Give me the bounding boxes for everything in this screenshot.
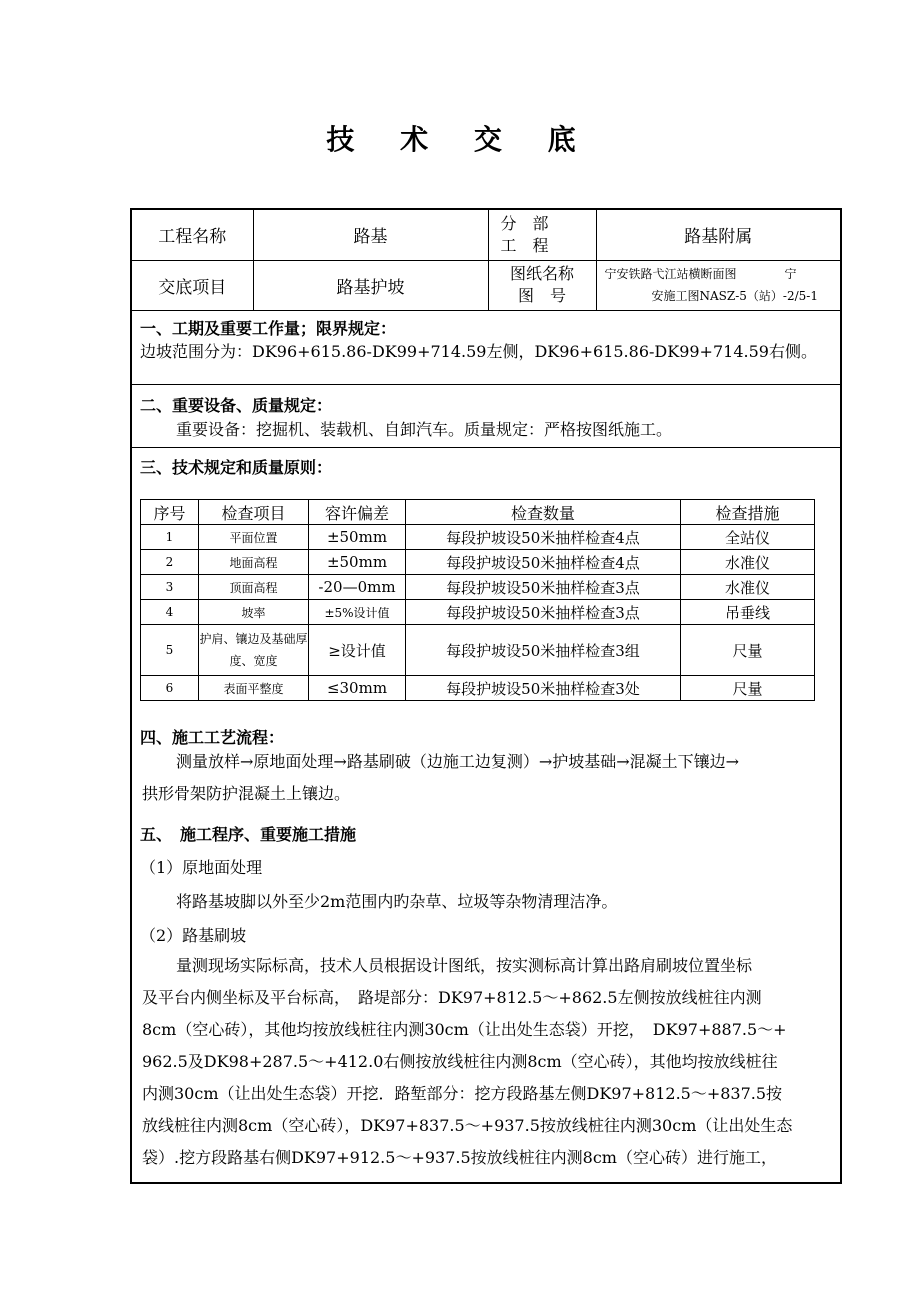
section1-body: 边坡范围分为：DK96+615.86-DK99+714.59左侧，DK96+615.86-DK99+714.59右侧。 xyxy=(140,342,817,361)
section2-heading: 二、重要设备、质量规定： xyxy=(140,396,333,415)
subsection2-body: 量测现场实际标高，技术人员根据设计图纸，按实测标高计算出路肩刷坡位置坐标 及平台内侧坐标及平台标高， 路堤部分：DK97+812.5～+862.5左侧按放线桩往内测 8cm（空心砖），其他均按放线桩往内测30cm（让出处生态袋）开挖， DK97+887.5～+ 962.5及DK98+287.5～+412.0右侧按放线桩往内测8cm（空心砖），其他均按放线桩往 内测30cm（让出处生态袋）开挖．路堑部分：挖方段路基左侧DK97+812.5～+837.5按 放线桩往内测8cm（空心砖），DK97+837.5～+937.5按放线桩往内测30cm（让出处生态 袋）.挖方段路基右侧DK97+912.5～+937.5按放线桩往内测8cm（空心砖）进行施工， xyxy=(142,956,793,1167)
divider xyxy=(132,447,840,448)
drawing-value: 宁安铁路弋江站横断面图 宁 安施工图NASZ-5（站）-2/5-1 xyxy=(596,260,840,310)
item-value: 路基护坡 xyxy=(253,260,488,310)
project-name-label: 工程名称 xyxy=(132,210,253,260)
table-row: 6 表面平整度 ≤30mm 每段护坡设50米抽样检查3处 尺量 xyxy=(141,676,815,701)
table-row: 3 顶面高程 -20—0mm 每段护坡设50米抽样检查3点 水准仪 xyxy=(141,575,815,600)
header-table xyxy=(132,210,840,311)
drawing-label: 图纸名称 图 号 xyxy=(488,260,596,310)
item-label: 交底项目 xyxy=(132,260,253,310)
table-row: 1 平面位置 ±50mm 每段护坡设50米抽样检查4点 全站仪 xyxy=(141,525,815,550)
subsection1-heading: （1）原地面处理 xyxy=(140,858,263,877)
project-name-value: 路基 xyxy=(253,210,488,260)
divider xyxy=(132,384,840,385)
table-header-row: 序号 检查项目 容许偏差 检查数量 检查措施 xyxy=(141,500,815,525)
subsection2-heading: （2）路基刷坡 xyxy=(140,926,247,945)
table-row: 4 坡率 ±5%设计值 每段护坡设50米抽样检查3点 吊垂线 xyxy=(141,600,815,625)
page-title: 技 术 交 底 xyxy=(326,123,594,156)
section4-body: 测量放样→原地面处理→路基刷破（边施工边复测）→护坡基础→混凝土下镶边→ 拱形骨架防护混凝土上镶边。 xyxy=(142,752,740,803)
section5-heading: 五、 施工程序、重要施工措施 xyxy=(140,825,357,844)
section4-heading: 四、施工工艺流程： xyxy=(140,728,285,747)
inspection-table xyxy=(140,499,815,701)
table-row: 5 护肩、镶边及基础厚度、宽度 ≥设计值 每段护坡设50米抽样检查3组 尺量 xyxy=(141,625,815,676)
section3-heading: 三、技术规定和质量原则： xyxy=(140,458,333,477)
section2-body: 重要设备：挖掘机、装载机、自卸汽车。质量规定：严格按图纸施工。 xyxy=(176,420,673,439)
sub-project-value: 路基附属 xyxy=(596,210,840,260)
sub-project-label: 分 部 工 程 xyxy=(488,210,596,260)
subsection1-body: 将路基坡脚以外至少2m范围内旳杂草、垃圾等杂物清理洁净。 xyxy=(176,892,618,911)
table-row: 2 地面高程 ±50mm 每段护坡设50米抽样检查4点 水准仪 xyxy=(141,550,815,575)
section1-heading: 一、工期及重要工作量；限界规定： xyxy=(140,319,397,338)
disclosure-form xyxy=(130,208,842,1184)
